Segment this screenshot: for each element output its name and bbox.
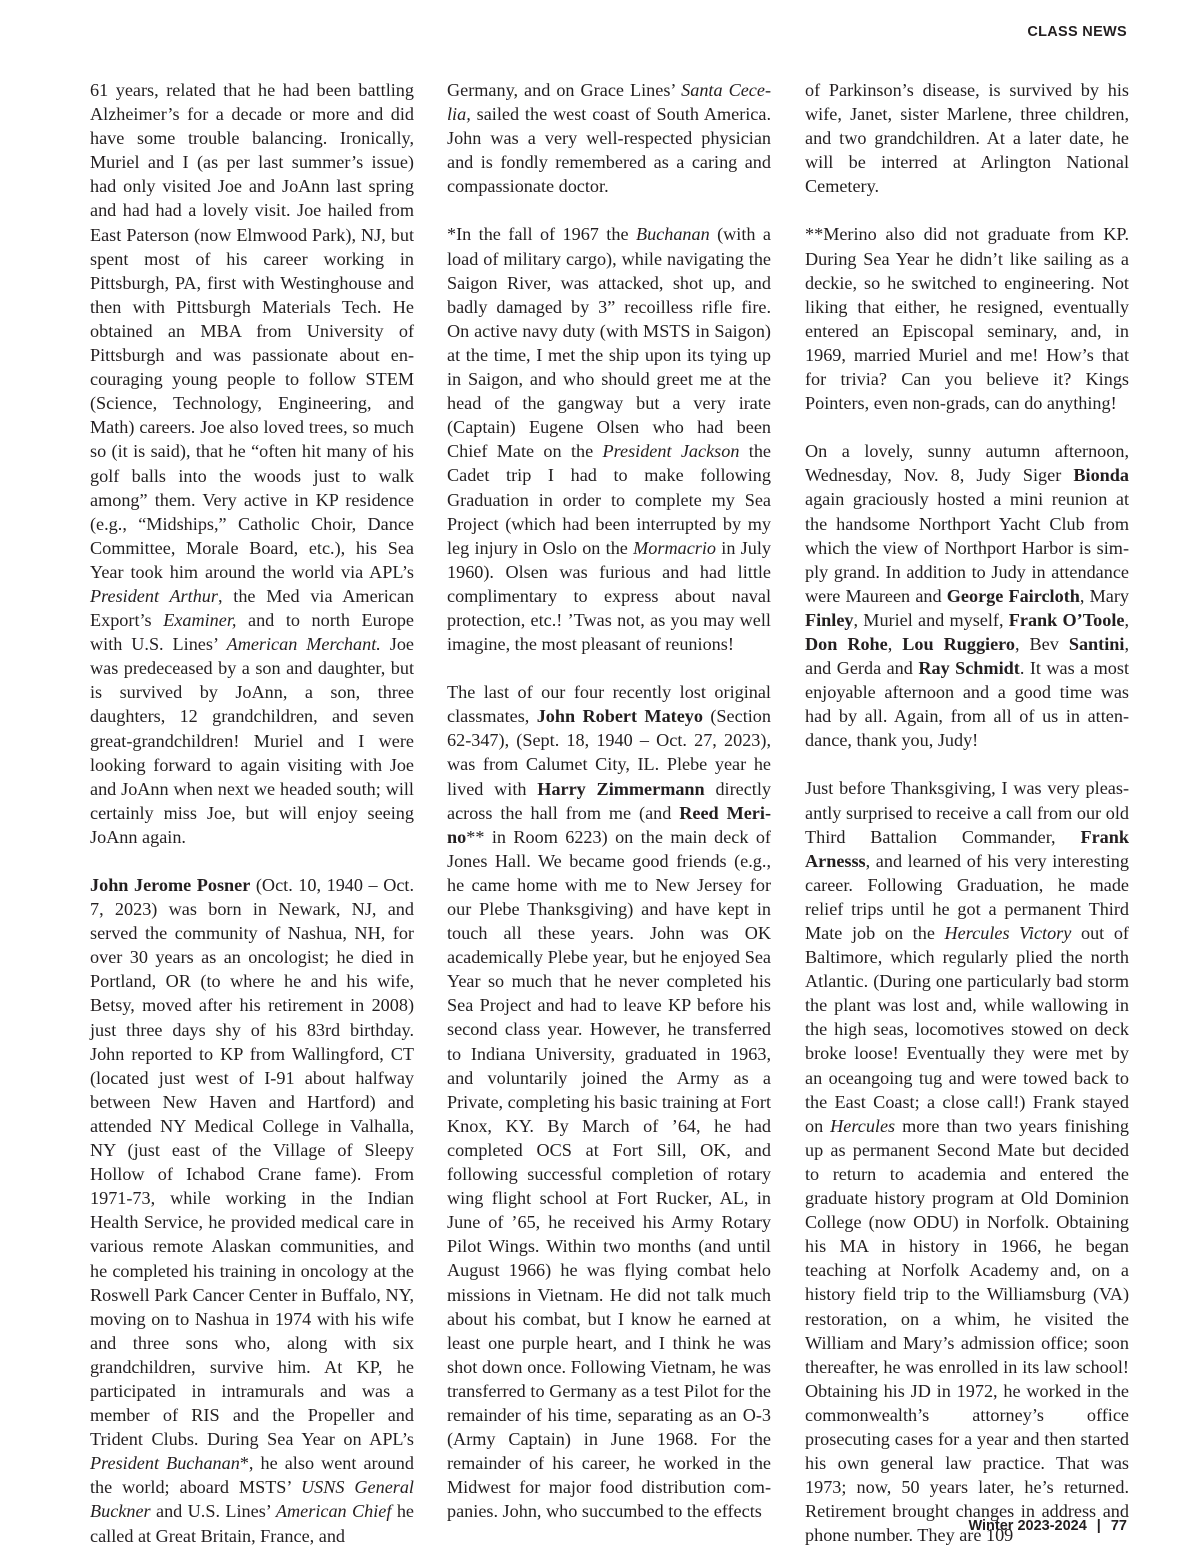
- classmate-name: Frank Arnesss: [805, 826, 1129, 871]
- page-footer: [968, 1518, 1127, 1534]
- paragraph-mini-reunion: On a lovely, sunny autumn afternoon, Wednesday, Nov. 8, Judy Siger Bionda again graciously hosted a mini reunion at the handsome Northport Yacht Club from which the view of Northport Harbor is simply grand. In addition to Judy in attendance were Maureen and George Faircloth, Mary Finley, Muriel and myself, Frank O’Toole, Don Rohe, Lou Ruggiero, Bev Santini, and Gerda and Ray Schmidt. It was a most enjoyable afternoon and a good time was had by all. Again, from all of us in attendance, thank you, Judy!: [805, 441, 1130, 751]
- classmate-name: Ray Schmidt: [918, 658, 1020, 679]
- classmate-name: Reed Merino: [447, 802, 771, 847]
- paragraph-buchanan-footnote: *In the fall of 1967 the Buchanan (with a load of military cargo), while navigating the Saigon River, was attacked, shot up, and badly damaged by 3” recoilless rifle fire. On active navy duty (with MSTS in Saigon) at the time, I met the ship upon its tying up in Saigon, and who should greet me at the head of the gangway but a very irate (Captain) Eugene Olsen who had been Chief Mate on the President Jackson the Cadet trip I had to make following Graduation in order to complete my Sea Project (which had been interrupted by my leg injury in Oslo on the Mormacrio in July 1960). Olsen was furious and had little complimentary to express about naval protection, etc.! ’Twas not, as you may well imagine, the most pleasant of reunions!: [447, 224, 772, 655]
- issue-label: Winter 2023-2024: [968, 1518, 1087, 1534]
- classmate-name: Lou Ruggiero: [902, 633, 1016, 654]
- column-1: [90, 78, 414, 1548]
- paragraph-joe-obituary: 61 years, related that he had been battling Alzheimer’s for a decade or more and did have some trouble balancing. Ironically, Muriel and I (as per last summer’s issue) had only visited Joe and JoAnn last spring and had had a lovely visit. Joe hailed from East Paterson (now Elmwood Park), NJ, but spent most of his career working in Pittsburgh, PA, first with Westinghouse and then with Pittsburgh Materials Tech. He obtained an MBA from University of Pittsburgh and was passionate about encouraging young people to follow STEM (Science, Technology, Engineering, and Math) careers. Joe also loved trees, so much so (it is said), that he “often hit many of his golf balls into the woods just to walk among” them. Very active in KP residence (e.g., “Midships,” Catholic Choir, Dance Committee, Morale Board, etc.), his Sea Year took him around the world via APL’s President Arthur, the Med via American Export’s Examiner, and to north Europe with U.S. Lines’ American Merchant. Joe was predeceased by a son and daughter, but is survived by JoAnn, a son, three daughters, 12 grandchildren, and seven great-grandchildren! Muriel and I were looking forward to again visiting with Joe and JoAnn when next we headed south; will certainly miss Joe, but will enjoy seeing JoAnn again.: [90, 80, 414, 847]
- classmate-name: Don Rohe: [805, 633, 888, 654]
- column-3: [805, 78, 1129, 1547]
- paragraph-posner-obituary: John Jerome Posner (Oct. 10, 1940 – Oct. 7, 2023) was born in Newark, NJ, and served the community of Nashua, NH, for over 30 years as an oncologist; he died in Portland, OR (to where he and his wife, Betsy, moved after his retirement in 2008) just three days shy of his 83rd birthday. John reported to KP from Wallingford, CT (located just west of I-91 about halfway between New Haven and Hartford) and attended NY Medical College in Valhalla, NY (just east of the Village of Sleepy Hollow of Ichabod Crane fame). From 1971-73, while working in the Indian Health Service, he provided medical care in various remote Alaskan communities, and he completed his training in oncology at the Roswell Park Cancer Center in Buffalo, NY, moving on to Nashua in 1974 with his wife and three sons who, along with six grandchildren, survive him. At KP, he participated in intramurals and was a member of RIS and the Propeller and Trident Clubs. During Sea Year on APL’s President Buchanan*, he also went around the world; aboard MSTS’ USNS General Buckner and U.S. Lines’ American Chief he called at Great Britain, France, and: [90, 875, 415, 1546]
- classmate-name: John Robert Mateyo: [536, 706, 703, 727]
- classmate-name: Frank O’Toole: [1008, 609, 1125, 630]
- classmate-name: Santini: [1068, 633, 1125, 654]
- paragraph-arnesss-career: Just before Thanksgiving, I was very pleasantly surprised to receive a call from our old Third Battalion Commander, Frank Arnesss, and learned of his very interesting career. Following Graduation, he made relief trips until he got a permanent Third Mate job on the Hercules Victory out of Baltimore, which regularly plied the north Atlantic. (During one particularly bad storm the plant was lost and, while wallowing in the high seas, locomotives stowed on deck broke loose! Eventually they were met by an oceangoing tug and were towed back to the East Coast; a close call!) Frank stayed on Hercules more than two years finishing up as permanent Second Mate but decided to return to academia and entered the graduate history program at Old Dominion College (now ODU) in Norfolk. Obtaining his MA in history in 1966, he began teaching at Norfolk Academy and, on a history field trip to the Williamsburg (VA) restoration, on a whim, he visited the William and Mary’s admission office; soon thereafter, he was enrolled in its law school! Obtaining his JD in 1972, he worked in the commonwealth’s attorney’s office prosecuting cases for a year and then started his own general law practice. That was 1973; now, 50 years later, he’s returned. Retirement brought changes in address and phone number. They are 109: [805, 778, 1129, 1546]
- paragraph-mateyo-obituary: The last of our four recently lost original classmates, John Robert Mateyo (Section 62-347), (Sept. 18, 1940 – Oct. 27, 2023), was from Calumet City, IL. Plebe year he lived with Harry Zimmermann directly across the hall from me (and Reed Merino** in Room 6223) on the main deck of Jones Hall. We became good friends (e.g., he came home with me to New Jersey for our Plebe Thanksgiving) and have kept in touch all these years. John was OK academically Plebe year, but he enjoyed Sea Year so much that he never completed his Sea Project and had to leave KP before his second class year. However, he transferred to Indiana University, graduated in 1963, and voluntarily joined the Army as a Private, completing his basic training at Fort Knox, KY. By March of ’64, he had completed OCS at Fort Sill, OK, and following successful completion of rotary wing flight school at Fort Rucker, AL, in June of ’65, he received his Army Rotary Pilot Wings. Within two months (and until August 1966) he was flying combat helo missions in Vietnam. He did not talk much about his combat, but I know he earned at least one purple heart, and I think he was shot down once. Following Vietnam, he was transferred to Germany as a test Pilot for the remainder of his time, separating as an O-3 (Army Captain) in June 1968. For the remainder of his career, he worked in the Midwest for major food distribution companies. John, who succumbed to the effects: [447, 682, 772, 1522]
- column-2: [447, 78, 771, 1523]
- classmate-name: Bionda: [1073, 465, 1130, 486]
- footer-separator: |: [1096, 1518, 1101, 1534]
- classmate-name: John Jerome Posner: [90, 875, 251, 895]
- classmate-name: Finley: [805, 609, 854, 630]
- paragraph-merino-footnote: **Merino also did not graduate from KP. During Sea Year he didn’t like sailing as a deckie, so he switched to engineering. Not liking that either, he resigned, eventually entered an Episcopal seminary, and, in 1969, married Muriel and me! How’s that for trivia? Can you believe it? Kings Pointers, even non-grads, can do anything!: [805, 224, 1129, 414]
- section-label: CLASS NEWS: [1027, 24, 1127, 40]
- paragraph-posner-continued: Germany, and on Grace Lines’ Santa Cecelia, sailed the west coast of South America. John was a very well-respected physician and is fondly remembered as a caring and compassionate doctor.: [447, 80, 772, 197]
- classmate-name: George Faircloth: [946, 585, 1080, 606]
- page-number: 77: [1110, 1518, 1127, 1534]
- paragraph-mateyo-continued: of Parkinson’s disease, is survived by his wife, Janet, sister Marlene, three children, and two grandchildren. At a later date, he will be interred at Arlington National Cemetery.: [805, 80, 1129, 197]
- classmate-name: Harry Zimmermann: [537, 778, 705, 799]
